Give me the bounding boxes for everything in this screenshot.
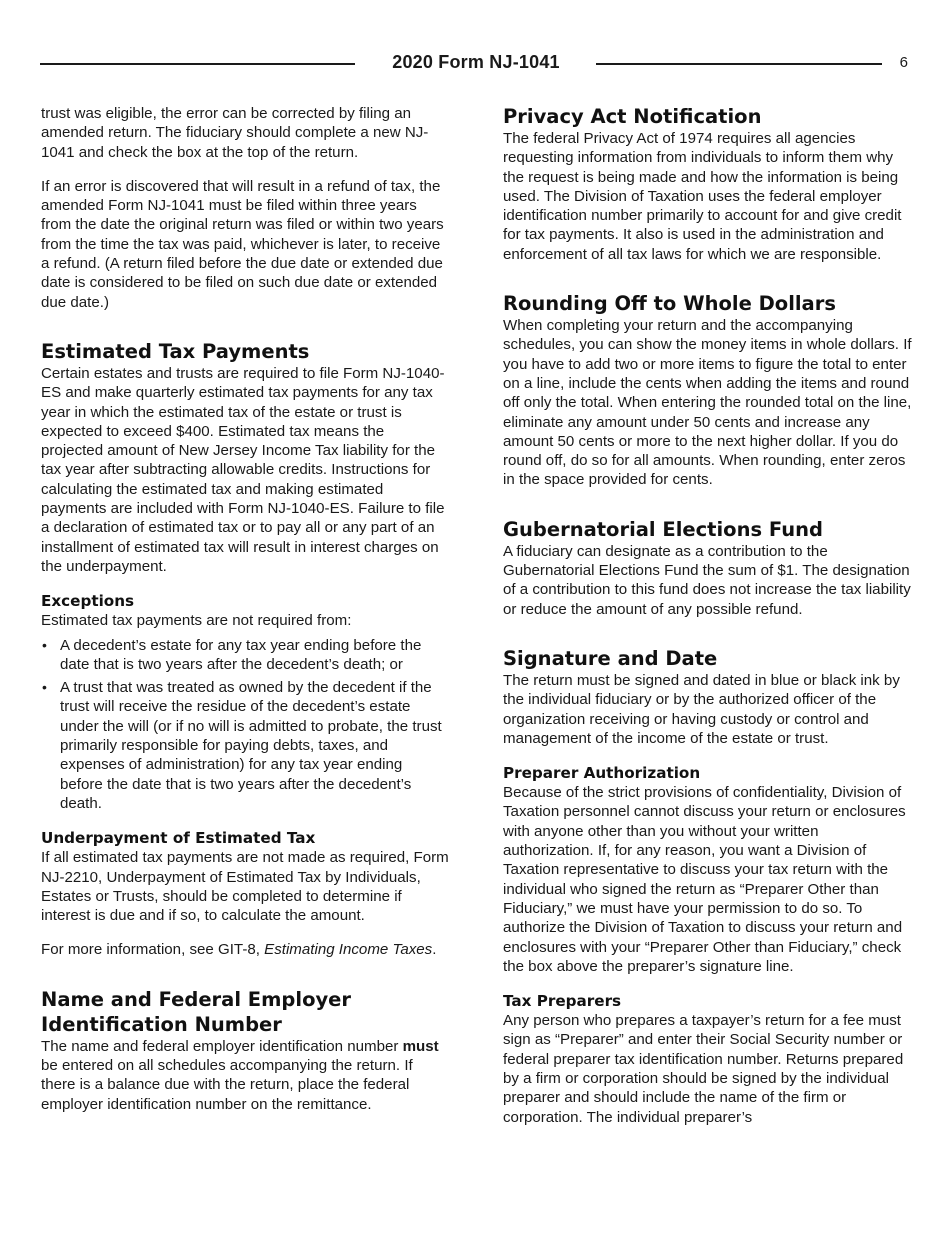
more-info-prefix: For more information, see GIT-8, [41,941,265,959]
rounding-paragraph: When completing your return and the accompanying schedules, you can show the money items in whole dollars. If you have to add two or more items to figure the total to enter on a line, include the cents when adding the items and round off only the total. When entering the rounded total on the line, eliminate any amount under 50 cents and increase any amount 50 cents or more to the next higher dollar. If you do round off, do so for all amounts. When rounding, enter zeros in the space provided for cents. [503,317,912,489]
list-item: • A trust that was treated as owned by the decedent if the trust will receive the residue of the decedent’s estate under the will (or if no will is admitted to probate, the trust primarily responsible for paying debts, taxes, and expenses of administration) for any tax year ending before the date that is two years after the decedent’s death. [41,678,449,813]
estimated-tax-paragraph: Certain estates and trusts are required to file Form NJ-1040-ES and make quarterly estimated tax payments for any tax year in which the estimated tax of the estate or trust is expected to exceed $400. Estimated tax means the projected amount of New Jersey Income Tax liability for the tax year after subtracting allowable credits. Instructions for calculating the estimated tax and making estimated payments are included with Form NJ-1040-ES. Failure to file a declaration of estimated tax or to pay all or any part of an installment of estimated tax will result in interest charges on the underpayment. [41,364,445,575]
privacy-act-paragraph: The federal Privacy Act of 1974 requires all agencies requesting information from individuals to inform them why the request is being made and how the information is being used. The Division of Taxation uses the federal employer identification number primarily to account for and give credit for tax payments. It also is used in the administration and enforcement of all tax laws for which we are responsible. [503,130,902,263]
preparer-authorization-heading: Preparer Authorization [503,764,701,783]
page-header [40,50,910,80]
underpayment-heading: Underpayment of Estimated Tax [41,829,316,848]
must-emphasis: must [402,1037,439,1055]
name-fein-text-a: The name and federal employer identification number [41,1037,403,1055]
estimated-tax-heading: Estimated Tax Payments [41,339,310,363]
tax-preparers-paragraph: Any person who prepares a taxpayer’s return for a fee must sign as “Preparer” and enter their Social Security number or federal preparer tax identification number. Returns prepared by a firm or corporation should be signed by the individual preparer and should include the name of the firm or corporation. The individual preparer’s [503,1012,904,1126]
gubernatorial-fund-paragraph: A fiduciary can designate as a contribution to the Gubernatorial Elections Fund the sum of $1. The designation of a contribution to this fund does not increase the tax liability or reduce the amount of any possible refund. [503,542,911,618]
privacy-act-heading: Privacy Act Notification [503,105,762,128]
tax-preparers-heading: Tax Preparers [503,992,622,1011]
name-fein-paragraph [41,1037,449,1114]
refund-paragraph: If an error is discovered that will result in a refund of tax, the amended Form NJ-1041 must be filed within three years from the date the original return was filed or within two years from the time the tax was paid, whichever is later, to receive a refund. (A return filed before the due date or extended due date is considered to be filed on such due date or extended due date.) [41,177,444,311]
name-fein-text-b: be entered on all schedules accompanying the return. If there is a balance due with the return, place the federal employer identification number on the remittance. [41,1056,413,1113]
more-info-suffix: . [432,941,437,959]
rounding-heading: Rounding Off to Whole Dollars [503,292,836,316]
page-number: 6 [899,54,908,71]
left-column [41,104,449,1114]
form-title: 2020 Form NJ-1041 [392,52,560,72]
signature-date-heading: Signature and Date [503,646,718,670]
more-info-paragraph [41,940,449,959]
preparer-authorization-paragraph: Because of the strict provisions of confidentiality, Division of Taxation personnel cannot discuss your return or enclosures with anyone other than you without your written authorization. If, for any reason, you want a Division of Taxation representative to discuss your tax return with the individual who signed the return as “Preparer Other than Fiduciary,” we must have your permission to do so. To authorize the Division of Taxation to discuss your return and enclosures with your “Preparer Other than Fiduciary,” check the box above the preparer’s signature line. [503,784,906,975]
exceptions-list [41,636,449,814]
header-rule-right [596,63,882,65]
header-rule-left [40,63,355,65]
amended-return-paragraph: trust was eligible, the error can be corrected by filing an amended return. The fiduciary should complete a new NJ-1041 and check the box at the top of the return. [41,105,429,161]
exceptions-heading: Exceptions [41,592,135,611]
signature-date-paragraph: The return must be signed and dated in blue or black ink by the individual fiduciary or by the authorized officer of the organization receiving or having custody or control and management of the income of the estate or trust. [503,671,900,747]
list-item: • A decedent’s estate for any tax year ending before the date that is two years after the decedent’s death; or [41,636,449,675]
publication-title: Estimating Income Taxes [264,941,433,959]
right-column [503,104,913,1127]
gubernatorial-fund-heading: Gubernatorial Elections Fund [503,517,823,541]
underpayment-paragraph: If all estimated tax payments are not made as required, Form NJ-2210, Underpayment of Estimated Tax by Individuals, Estates or Trusts, should be completed to determine if interest is due and if so, to calculate the amount. [41,849,449,925]
name-fein-heading: Name and Federal Employer Identification Number [41,987,352,1036]
exceptions-intro: Estimated tax payments are not required from: [41,612,352,630]
